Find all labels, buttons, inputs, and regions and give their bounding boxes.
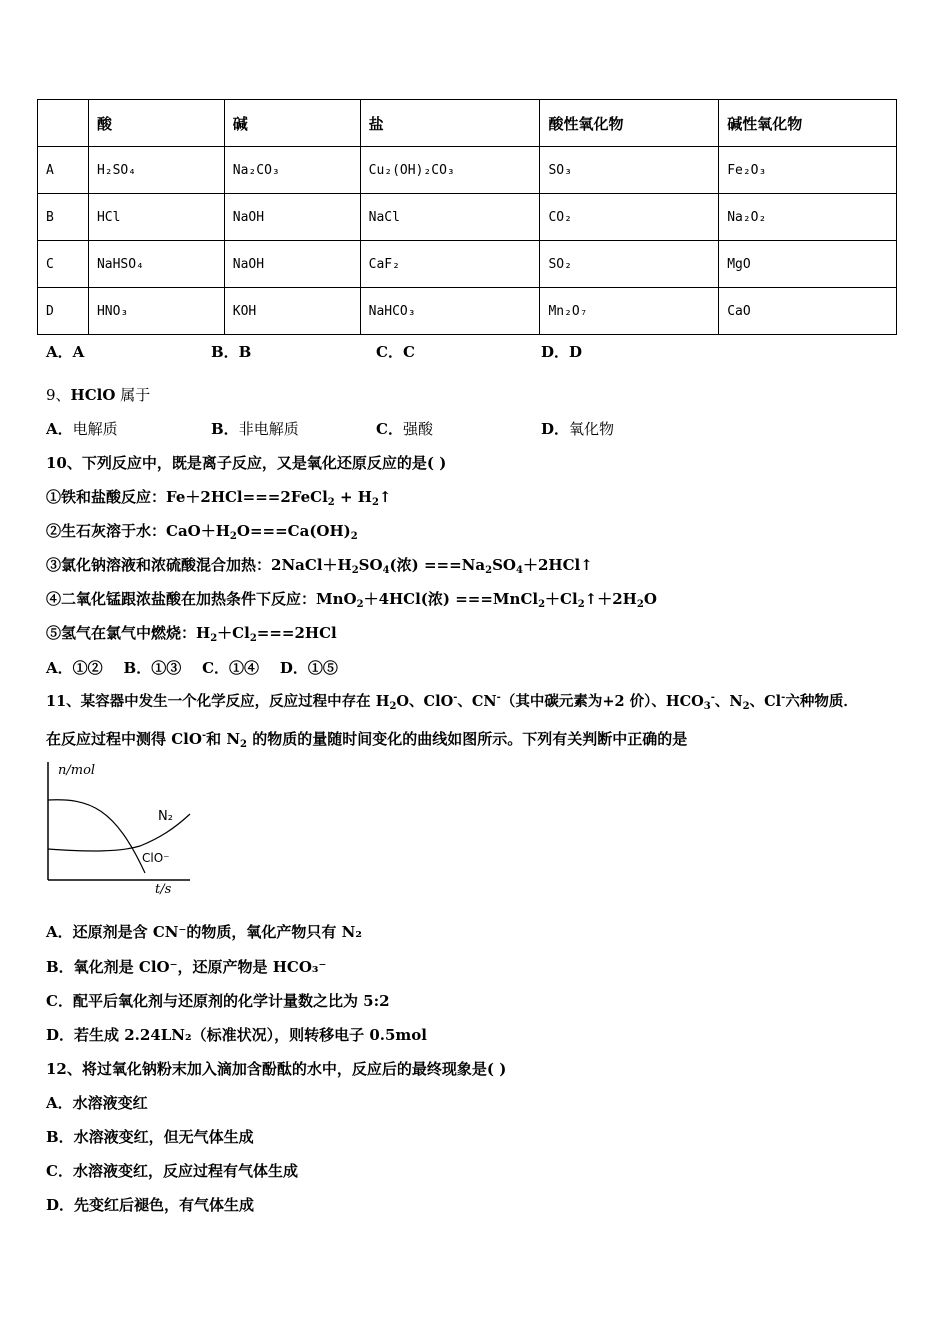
q10-stem: 10、下列反应中，既是离子反应，又是氧化还原反应的是( ): [46, 454, 447, 472]
q10-item-2: ②生石灰溶于水：$CaO+H_2O===Ca(OH)_2$: [46, 522, 358, 542]
q10-item-3: ③氯化钠溶液和浓硫酸混合加热：$2NaCl+H_2SO_4$(浓) $===Na_2SO_4+2HCl↑$: [46, 556, 593, 576]
q12-option-d[interactable]: D．先变红后褪色，有气体生成: [46, 1196, 255, 1214]
clo-curve: [48, 800, 145, 873]
row-label: C: [38, 241, 89, 288]
header-salt: 盐: [360, 100, 540, 147]
cell-salt: CaF₂: [360, 241, 540, 288]
table-row: [38, 194, 897, 241]
q12-option-a[interactable]: A．水溶液变红: [46, 1094, 148, 1112]
table-row: [38, 288, 897, 335]
table-row: [38, 241, 897, 288]
y-axis-label: n/mol: [58, 763, 96, 778]
cell-acidic-oxide: CO₂: [540, 194, 719, 241]
q11-option-d[interactable]: D．若生成 2.24LN₂（标准状况），则转移电子 0.5mol: [46, 1026, 427, 1044]
q10-item-4: ④二氧化锰跟浓盐酸在加热条件下反应：MnO$_2$＋4HCl(浓) $===MnCl_2+Cl_2↑+2H_2O$: [46, 590, 657, 610]
q8-option-c[interactable]: C．C: [376, 343, 415, 361]
cell-basic-oxide: MgO: [719, 241, 897, 288]
q12-option-c[interactable]: C．水溶液变红，反应过程有气体生成: [46, 1162, 298, 1180]
reaction-graph: [40, 758, 200, 898]
q11-stem-line1: 11、某容器中发生一个化学反应，反应过程中存在 $H_2O$、ClO-、CN-（其中碳元素为+2 价）、$HCO_3^-$、$N_2$、Cl-六种物质．: [46, 692, 858, 712]
q9-option-c[interactable]: C．强酸: [376, 420, 433, 438]
cell-base: NaOH: [224, 194, 360, 241]
header-acidic-oxide: 酸性氧化物: [540, 100, 719, 147]
q9-option-a[interactable]: A．电解质: [46, 420, 118, 438]
cell-acidic-oxide: SO₃: [540, 147, 719, 194]
cell-base: Na₂CO₃: [224, 147, 360, 194]
q8-option-a[interactable]: A．A: [46, 343, 85, 361]
cell-salt: Cu₂(OH)₂CO₃: [360, 147, 540, 194]
table-row: [38, 147, 897, 194]
n2-curve-label: N₂: [158, 809, 173, 824]
table-header-row: [38, 100, 897, 147]
header-acid: 酸: [88, 100, 224, 147]
cell-base: NaOH: [224, 241, 360, 288]
clo-curve-label: ClO⁻: [142, 851, 170, 865]
cell-acid: HCl: [88, 194, 224, 241]
header-base: 碱: [224, 100, 360, 147]
cell-acid: HNO₃: [88, 288, 224, 335]
cell-acid: NaHSO₄: [88, 241, 224, 288]
q8-option-d[interactable]: D．D: [541, 343, 583, 361]
cell-acidic-oxide: SO₂: [540, 241, 719, 288]
q8-option-b[interactable]: B．B: [211, 343, 252, 361]
q9-option-b[interactable]: B．非电解质: [211, 420, 299, 438]
cell-salt: NaCl: [360, 194, 540, 241]
x-axis-label: t/s: [155, 882, 172, 897]
cell-acid: H₂SO₄: [88, 147, 224, 194]
cell-base: KOH: [224, 288, 360, 335]
header-basic-oxide: 碱性氧化物: [719, 100, 897, 147]
header-cell: [38, 100, 89, 147]
cell-basic-oxide: Na₂O₂: [719, 194, 897, 241]
q11-option-b[interactable]: B．氧化剂是 ClO⁻，还原产物是 HCO₃⁻: [46, 958, 327, 976]
classification-table: [37, 99, 897, 335]
cell-basic-oxide: Fe₂O₃: [719, 147, 897, 194]
cell-salt: NaHCO₃: [360, 288, 540, 335]
q10-options[interactable]: A．①② B．①③ C．①④ D．①⑤: [46, 659, 338, 677]
row-label: A: [38, 147, 89, 194]
q9-stem: 9、HClO 属于: [46, 386, 151, 404]
cell-acidic-oxide: Mn₂O₇: [540, 288, 719, 335]
q11-option-c[interactable]: C．配平后氧化剂与还原剂的化学计量数之比为 5:2: [46, 992, 390, 1010]
q11-stem-line2: 在反应过程中测得 ClO-和 $N_2$ 的物质的量随时间变化的曲线如图所示。下列有关判断中正确的是: [46, 730, 688, 750]
cell-basic-oxide: CaO: [719, 288, 897, 335]
q9-option-d[interactable]: D．氧化物: [541, 420, 615, 438]
row-label: D: [38, 288, 89, 335]
q12-stem: 12、将过氧化钠粉末加入滴加含酚酞的水中，反应后的最终现象是( ): [46, 1060, 507, 1078]
q12-option-b[interactable]: B．水溶液变红，但无气体生成: [46, 1128, 254, 1146]
q11-option-a[interactable]: A．还原剂是含 CN⁻的物质，氧化产物只有 N₂: [46, 923, 362, 941]
q10-item-5: ⑤氢气在氯气中燃烧：$H_2+Cl_2===2HCl$: [46, 624, 337, 644]
row-label: B: [38, 194, 89, 241]
q10-item-1: ①铁和盐酸反应：Fe＋2HCl===2FeCl$_2$ + $H_2↑$: [46, 488, 392, 508]
